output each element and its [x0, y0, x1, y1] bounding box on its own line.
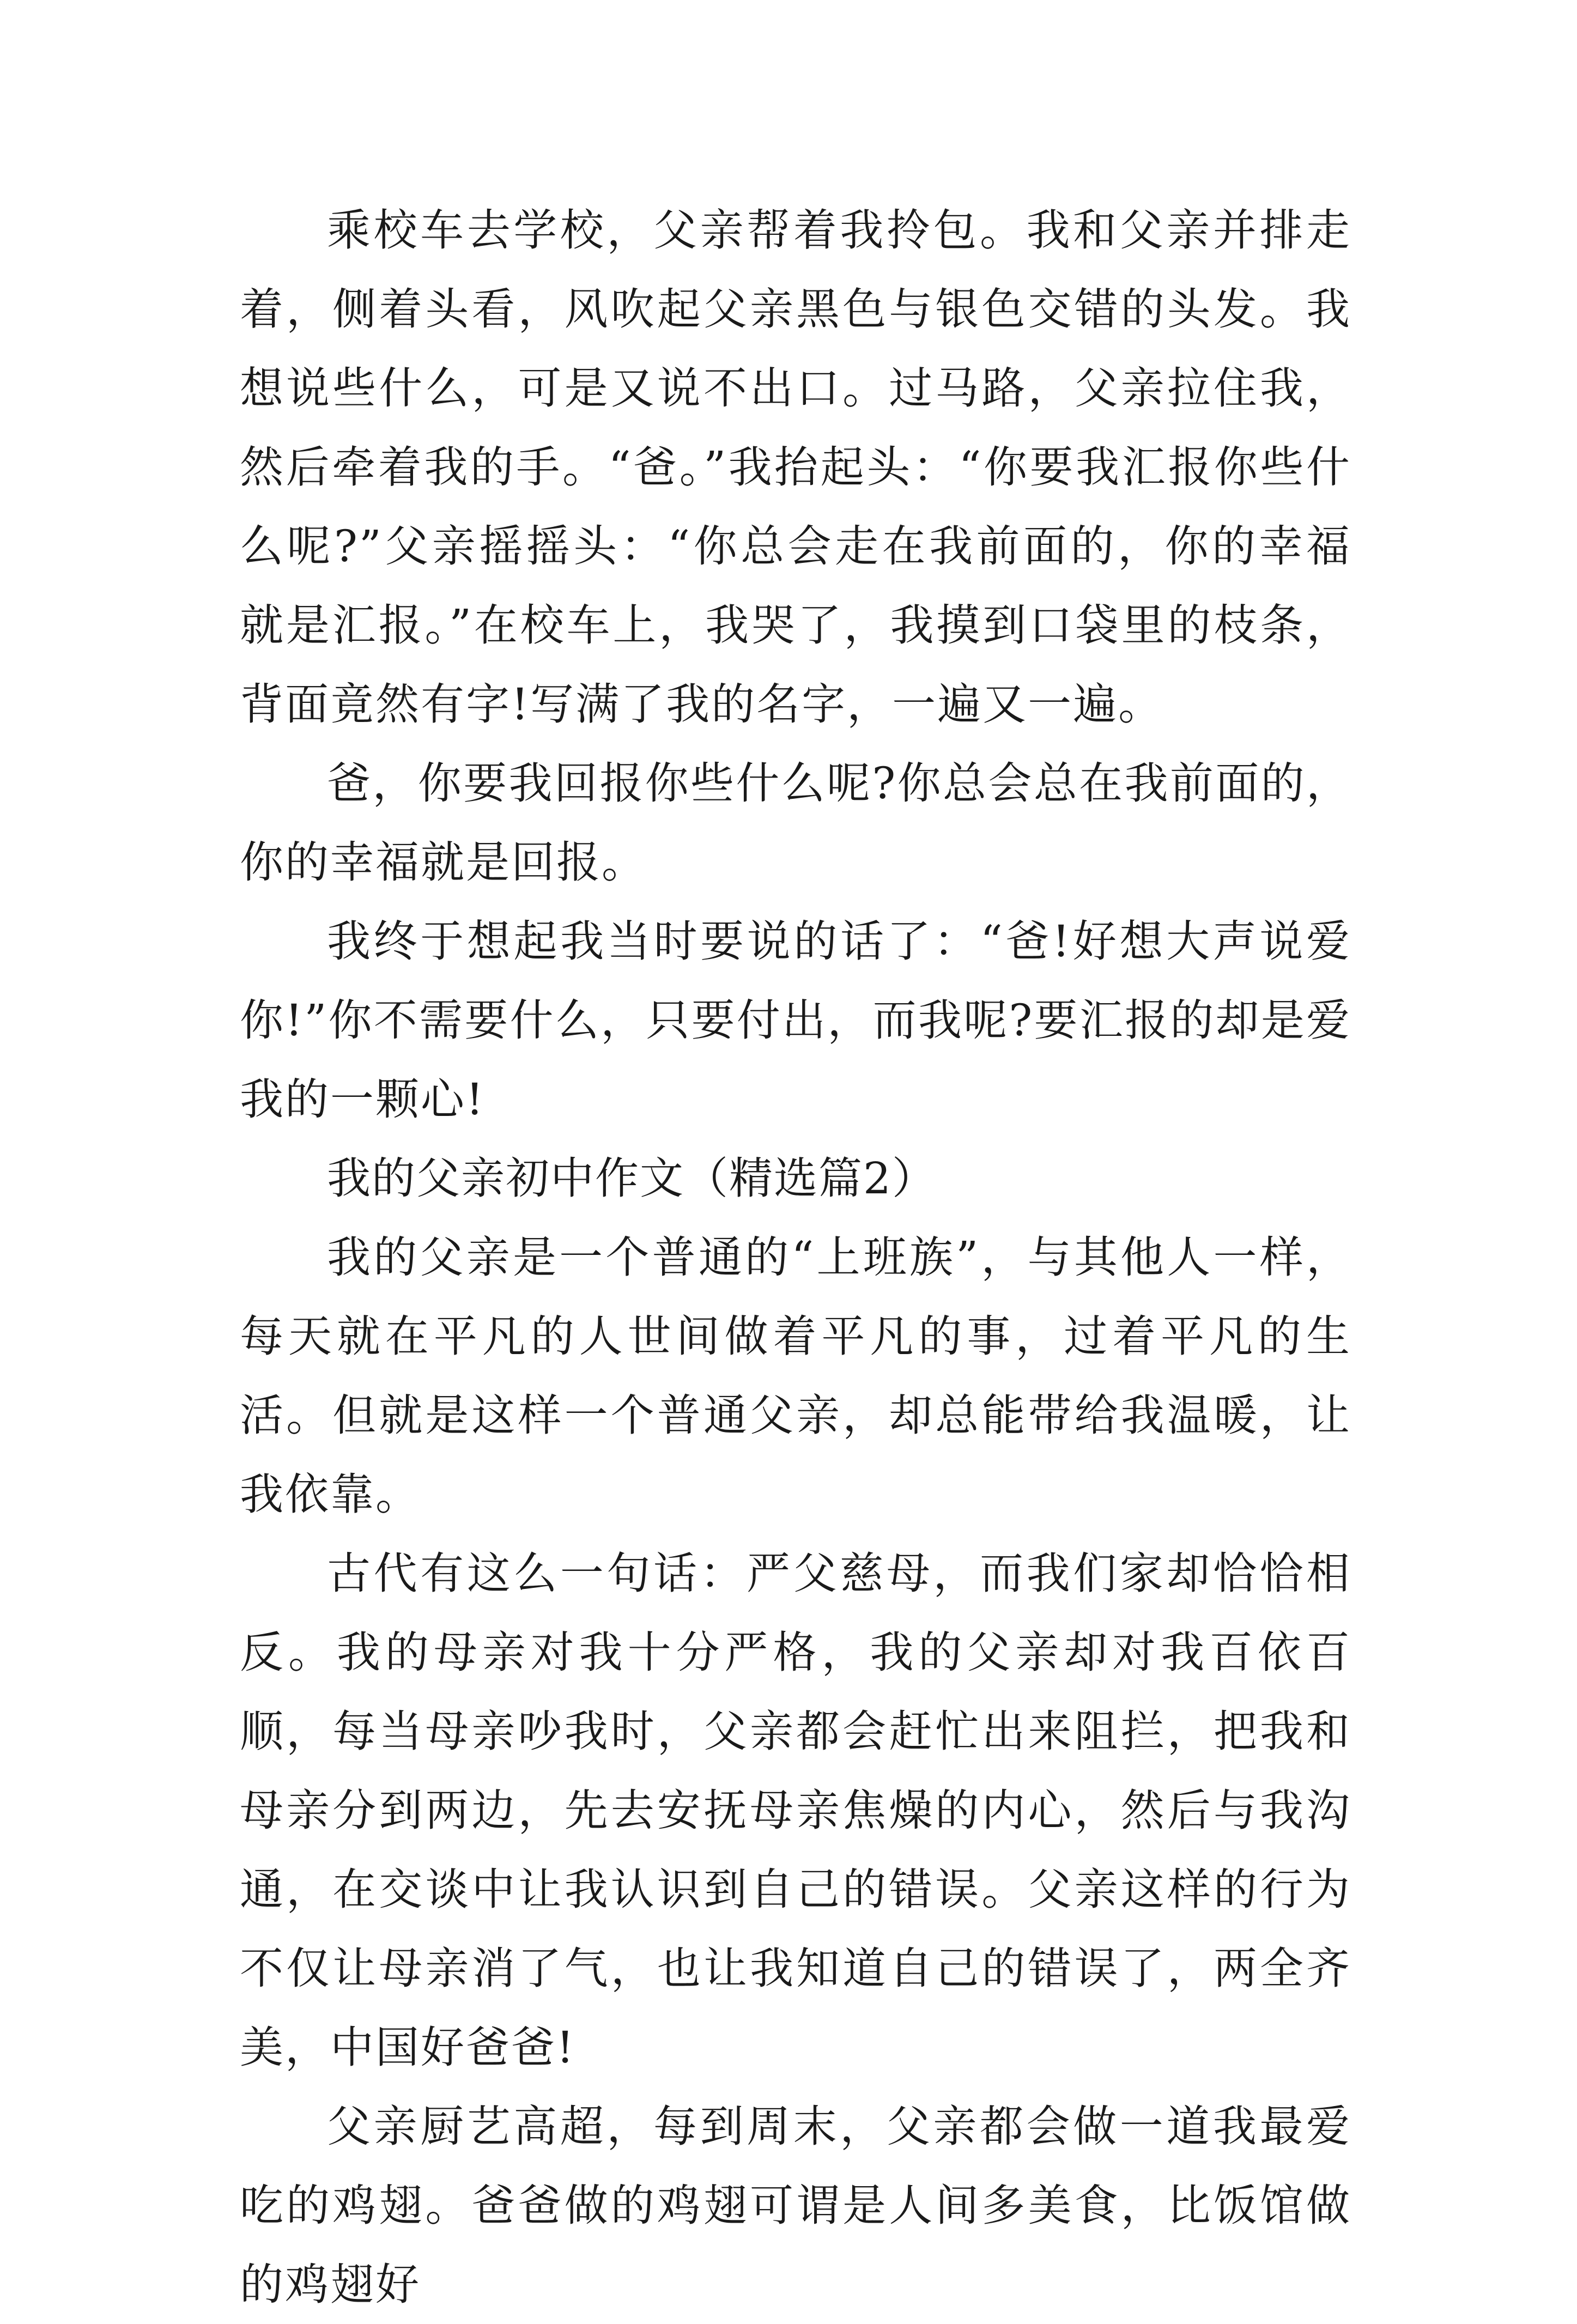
paragraph: 爸，你要我回报你些什么呢?你总会总在我前面的，你的幸福就是回报。 [240, 758, 1351, 888]
paragraph: 我终于想起我当时要说的话了：“爸!好想大声说爱你!”你不需要什么，只要付出，而我呢?要汇报的却是爱我的一颗心! [240, 916, 1351, 1125]
paragraph: 乘校车去学校，父亲帮着我拎包。我和父亲并排走着，侧着头看，风吹起父亲黑色与银色交错的头发。我想说些什么，可是又说不出口。过马路，父亲拉住我，然后牵着我的手。“爸。”我抬起头：“你要我汇报你些什么呢?”父亲摇摇头：“你总会走在我前面的，你的幸福就是汇报。”在校车上，我哭了，我摸到口袋里的枝条，背面竟然有字!写满了我的名字，一遍又一遍。 [240, 205, 1351, 730]
paragraph: 父亲厨艺高超，每到周末，父亲都会做一道我最爱吃的鸡翅。爸爸做的鸡翅可谓是人间多美食，比饭馆做的鸡翅好 [240, 2101, 1351, 2310]
document-body [240, 191, 1351, 2324]
section-title: 我的父亲初中作文（精选篇2） [327, 1153, 937, 1204]
paragraph: 古代有这么一句话：严父慈母，而我们家却恰恰相反。我的母亲对我十分严格，我的父亲却对我百依百顺，每当母亲吵我时，父亲都会赶忙出来阻拦，把我和母亲分到两边，先去安抚母亲焦燥的内心，然后与我沟通，在交谈中让我认识到自己的错误。父亲这样的行为不仅让母亲消了气，也让我知道自己的错误了，两全齐美，中国好爸爸! [240, 1548, 1351, 2073]
paragraph: 我的父亲是一个普通的“上班族”，与其他人一样，每天就在平凡的人世间做着平凡的事，过着平凡的生活。但就是这样一个普通父亲，却总能带给我温暖，让我依靠。 [240, 1232, 1351, 1520]
